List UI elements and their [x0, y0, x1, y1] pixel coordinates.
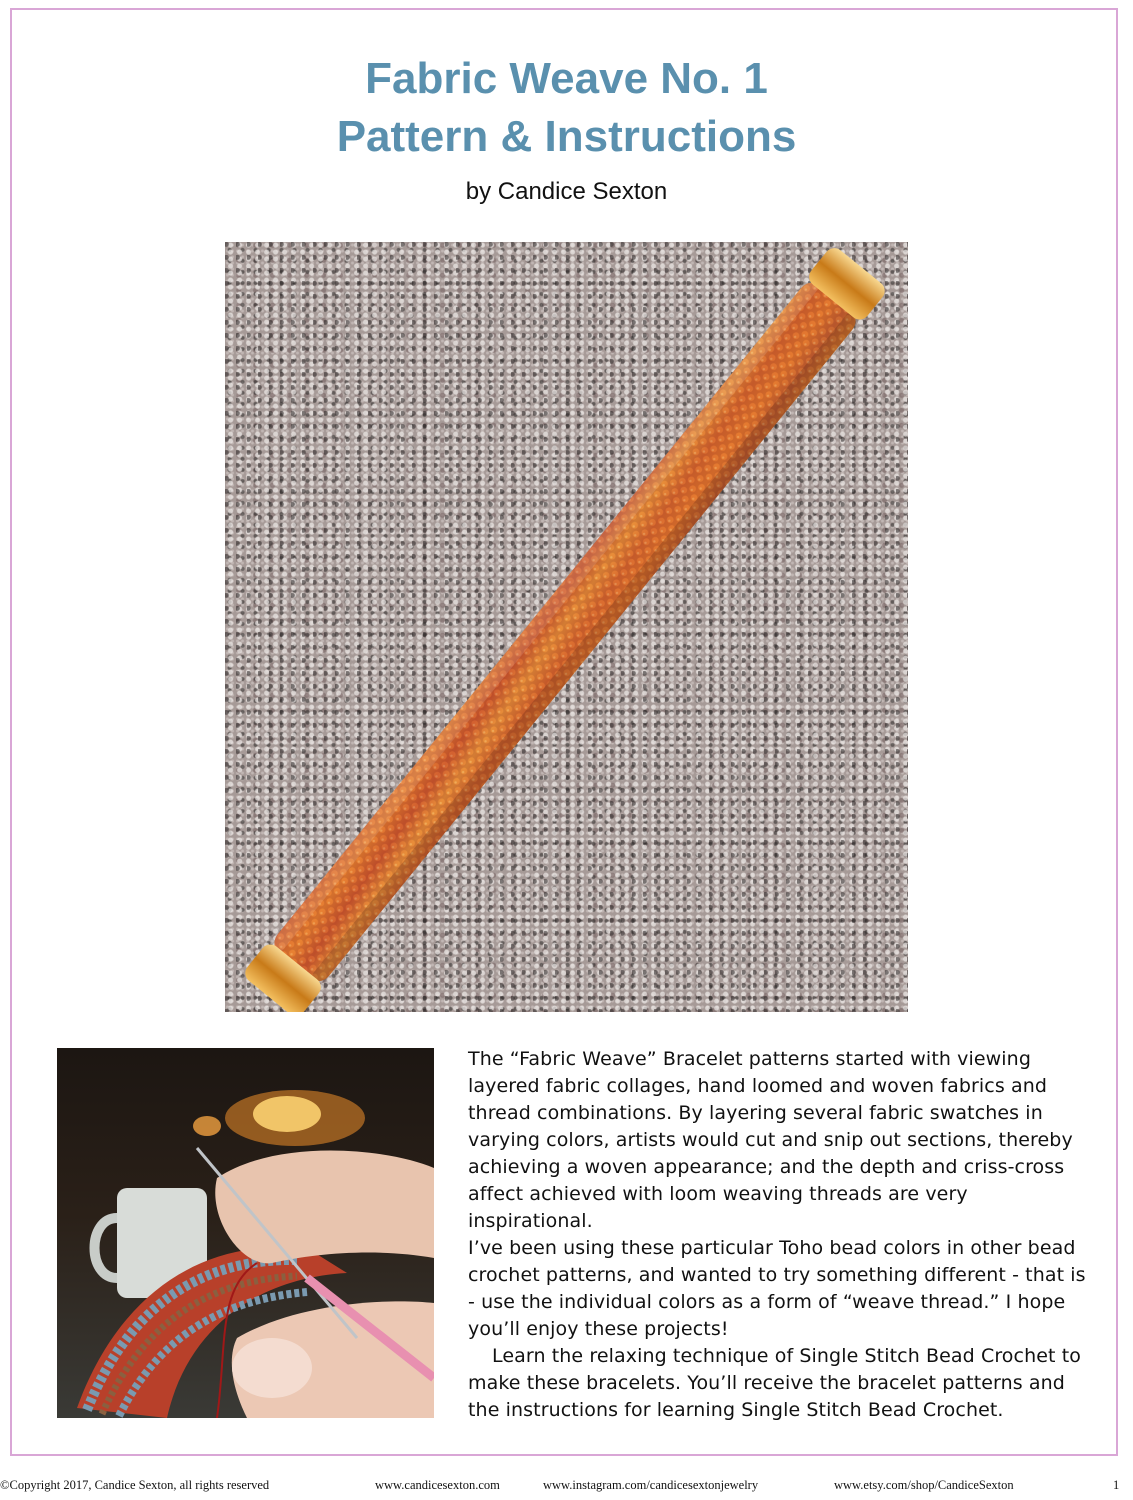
author-byline: by Candice Sexton: [465, 178, 668, 205]
description-text: [468, 1046, 1088, 1424]
bracelet-illustration: [225, 242, 908, 1012]
page-number: 1: [1113, 1478, 1120, 1492]
page-footer: [0, 1478, 1133, 1498]
instagram-link[interactable]: www.instagram.com/candicesextonjewelry: [543, 1478, 759, 1492]
crochet-illustration: [57, 1048, 434, 1418]
crochet-in-progress-photo: [57, 1048, 434, 1418]
paragraph-technique: Learn the relaxing technique of Single Stitch Bead Crochet to make these bracelets. You’ll receive the bracelet patterns and the instructions for learning Single Stitch Bead Crochet.: [468, 1345, 1081, 1421]
copyright-notice: ©Copyright 2017, Candice Sexton, all rights reserved: [0, 1478, 270, 1492]
page-subtitle: Pattern & Instructions: [336, 112, 797, 161]
website-link[interactable]: www.candicesexton.com: [375, 1478, 500, 1492]
page-title: Fabric Weave No. 1: [365, 54, 768, 103]
bracelet-photo: [225, 242, 908, 1012]
paragraph-colors: I’ve been using these particular Toho bead colors in other bead crochet patterns, and wanted to try something different - that is - use the individual colors as a form of “weave thread.” I hope you’ll enjoy these projects!: [468, 1237, 1086, 1340]
paragraph-inspiration: The “Fabric Weave” Bracelet patterns started with viewing layered fabric collages, hand loomed and woven fabrics and thread combinations. By layering several fabric swatches in varying colors, artists would cut and snip out sections, thereby achieving a woven appearance; and the depth and criss-cross affect achieved with loom weaving threads are very inspirational.: [468, 1048, 1073, 1232]
etsy-link[interactable]: www.etsy.com/shop/CandiceSexton: [834, 1478, 1014, 1492]
